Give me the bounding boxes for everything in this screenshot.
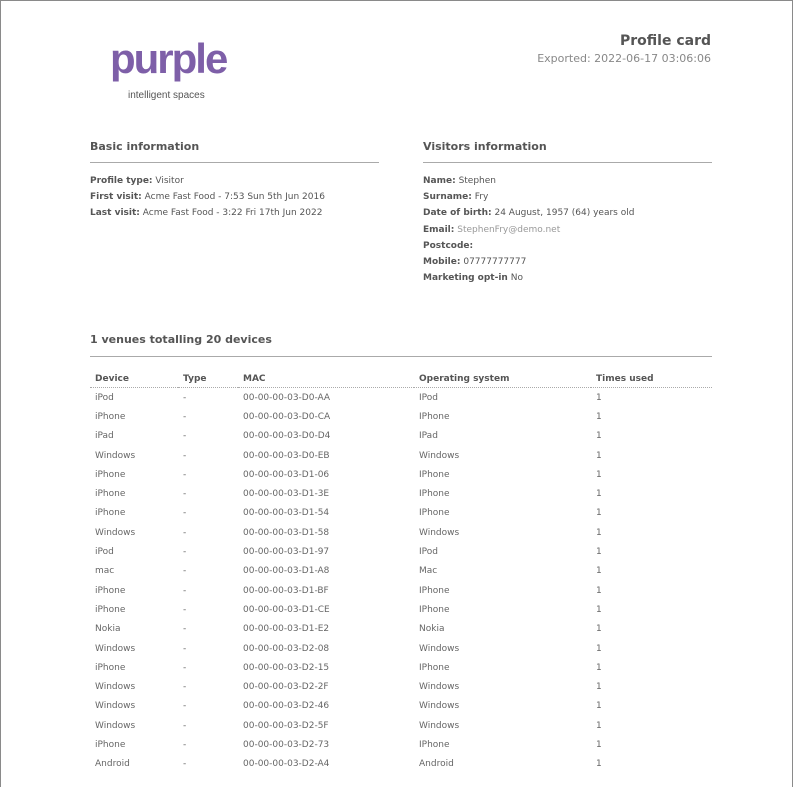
optin-label: Marketing opt-in (423, 273, 508, 284)
col-header-os: Operating system (414, 370, 591, 388)
visitor-info-heading: Visitors information (423, 140, 547, 153)
mac-cell: 00-00-00-03-D1-CE (243, 604, 330, 615)
optin-value: No (510, 273, 523, 284)
mac-cell: 00-00-00-03-D2-A4 (243, 759, 330, 770)
os-cell: IPhone (419, 411, 450, 422)
os-cell: IPad (419, 431, 438, 442)
type-cell: - (183, 643, 187, 654)
times-used-cell: 1 (596, 682, 602, 693)
device-cell: iPhone (95, 604, 126, 615)
type-cell: - (183, 720, 187, 731)
table-row (90, 504, 712, 523)
table-row (90, 677, 712, 696)
device-cell: Windows (95, 527, 136, 538)
type-cell: - (183, 508, 187, 519)
mac-cell: 00-00-00-03-D2-46 (243, 701, 330, 712)
times-used-cell: 1 (596, 604, 602, 615)
name-label: Name: (423, 176, 456, 186)
type-cell: - (183, 527, 187, 538)
type-cell: - (183, 604, 187, 615)
type-cell: - (183, 547, 187, 558)
first-visit-value: Acme Fast Food - 7:53 Sun 5th Jun 2016 (144, 192, 325, 203)
last-visit-row (90, 205, 325, 221)
basic-info-divider (90, 162, 379, 163)
os-cell: Windows (419, 682, 460, 693)
type-cell: - (183, 411, 187, 422)
device-cell: Windows (95, 701, 136, 712)
dob-label: Date of birth: (423, 208, 492, 219)
type-cell: - (183, 585, 187, 596)
device-cell: iPhone (95, 469, 126, 480)
purple-logo (110, 36, 230, 101)
table-row (90, 639, 712, 658)
times-used-cell: 1 (596, 469, 602, 480)
surname-label: Surname: (423, 192, 472, 203)
device-cell: Windows (95, 682, 136, 693)
visitor-info-list (423, 173, 634, 286)
device-cell: iPhone (95, 585, 126, 596)
times-used-cell: 1 (596, 643, 602, 654)
profile-type-label: Profile type: (90, 176, 153, 186)
mac-cell: 00-00-00-03-D2-5F (243, 720, 329, 731)
mobile-label: Mobile: (423, 256, 461, 267)
mac-cell: 00-00-00-03-D1-A8 (243, 566, 330, 577)
type-cell: - (183, 682, 187, 693)
mac-cell: 00-00-00-03-D0-D4 (243, 431, 331, 442)
device-cell: iPod (95, 392, 114, 403)
type-cell: - (183, 759, 187, 770)
profile-type-value: Visitor (155, 176, 184, 186)
times-used-cell: 1 (596, 508, 602, 519)
type-cell: - (183, 489, 187, 500)
mac-cell: 00-00-00-03-D1-58 (243, 527, 330, 538)
device-cell: Nokia (95, 624, 121, 635)
times-used-cell: 1 (596, 450, 602, 461)
email-value[interactable]: StephenFry@demo.net (457, 224, 561, 235)
times-used-cell: 1 (596, 392, 602, 403)
times-used-cell: 1 (596, 585, 602, 596)
postcode-label: Postcode: (423, 240, 474, 251)
type-cell: - (183, 566, 187, 577)
col-header-device: Device (90, 370, 178, 388)
mac-cell: 00-00-00-03-D2-73 (243, 739, 330, 750)
os-cell: Windows (419, 450, 460, 461)
os-cell: IPhone (419, 585, 450, 596)
os-cell: Mac (419, 566, 438, 577)
times-used-cell: 1 (596, 547, 602, 558)
devices-header-row (90, 370, 712, 388)
os-cell: Windows (419, 720, 460, 731)
os-cell: IPhone (419, 662, 450, 673)
table-row (90, 484, 712, 503)
times-used-cell: 1 (596, 566, 602, 577)
times-used-cell: 1 (596, 759, 602, 770)
device-cell: Windows (95, 643, 136, 654)
mobile-row (423, 254, 634, 270)
mac-cell: 00-00-00-03-D1-E2 (243, 624, 330, 635)
col-header-times-used: Times used (591, 370, 712, 388)
device-cell: Windows (95, 720, 136, 731)
times-used-cell: 1 (596, 489, 602, 500)
mac-cell: 00-00-00-03-D1-3E (243, 489, 330, 500)
devices-heading: 1 venues totalling 20 devices (90, 333, 272, 346)
table-row (90, 620, 712, 639)
page-title: Profile card (620, 33, 711, 49)
type-cell: - (183, 739, 187, 750)
table-row (90, 735, 712, 754)
os-cell: Android (419, 759, 454, 770)
email-row (423, 222, 634, 238)
table-row (90, 446, 712, 465)
devices-table-body (90, 388, 712, 774)
type-cell: - (183, 662, 187, 673)
os-cell: IPhone (419, 508, 450, 519)
device-cell: Android (95, 759, 130, 770)
table-row (90, 465, 712, 484)
first-visit-row (90, 189, 325, 205)
table-row (90, 658, 712, 677)
table-row (90, 755, 712, 774)
devices-table (90, 370, 712, 774)
table-row (90, 388, 712, 408)
type-cell: - (183, 624, 187, 635)
times-used-cell: 1 (596, 431, 602, 442)
type-cell: - (183, 701, 187, 712)
table-row (90, 581, 712, 600)
os-cell: IPhone (419, 489, 450, 500)
col-header-mac: MAC (238, 370, 414, 388)
os-cell: Windows (419, 701, 460, 712)
table-row (90, 600, 712, 619)
times-used-cell: 1 (596, 411, 602, 422)
mac-cell: 00-00-00-03-D0-EB (243, 450, 330, 461)
table-row (90, 407, 712, 426)
os-cell: IPhone (419, 469, 450, 480)
col-header-type: Type (178, 370, 238, 388)
email-label: Email: (423, 224, 455, 235)
times-used-cell: 1 (596, 527, 602, 538)
os-cell: Nokia (419, 624, 445, 635)
basic-info-list (90, 173, 325, 222)
times-used-cell: 1 (596, 720, 602, 731)
optin-row (423, 270, 634, 286)
name-value: Stephen (458, 176, 496, 186)
dob-row (423, 205, 634, 221)
table-row (90, 427, 712, 446)
device-cell: iPhone (95, 739, 126, 750)
mobile-value: 07777777777 (463, 256, 527, 267)
os-cell: Windows (419, 643, 460, 654)
mac-cell: 00-00-00-03-D1-54 (243, 508, 330, 519)
os-cell: Windows (419, 527, 460, 538)
times-used-cell: 1 (596, 624, 602, 635)
device-cell: mac (95, 566, 115, 577)
mac-cell: 00-00-00-03-D1-BF (243, 585, 329, 596)
table-row (90, 697, 712, 716)
basic-info-heading: Basic information (90, 140, 200, 153)
last-visit-label: Last visit: (90, 208, 140, 219)
type-cell: - (183, 469, 187, 480)
device-cell: iPad (95, 431, 114, 442)
os-cell: IPod (419, 547, 438, 558)
profile-type-row (90, 173, 325, 189)
times-used-cell: 1 (596, 662, 602, 673)
type-cell: - (183, 450, 187, 461)
device-cell: iPod (95, 547, 114, 558)
first-visit-label: First visit: (90, 192, 142, 203)
mac-cell: 00-00-00-03-D0-AA (243, 392, 331, 403)
devices-divider (90, 356, 712, 357)
device-cell: iPhone (95, 662, 126, 673)
type-cell: - (183, 431, 187, 442)
surname-row (423, 189, 634, 205)
device-cell: Windows (95, 450, 136, 461)
os-cell: IPod (419, 392, 438, 403)
mac-cell: 00-00-00-03-D2-15 (243, 662, 330, 673)
device-cell: iPhone (95, 508, 126, 519)
table-row (90, 523, 712, 542)
surname-value: Fry (474, 192, 489, 203)
device-cell: iPhone (95, 489, 126, 500)
name-row (423, 173, 634, 189)
logo-tagline: intelligent spaces (128, 90, 205, 101)
table-row (90, 562, 712, 581)
mac-cell: 00-00-00-03-D1-97 (243, 547, 330, 558)
type-cell: - (183, 392, 187, 403)
export-timestamp: Exported: 2022-06-17 03:06:06 (537, 52, 711, 65)
table-row (90, 542, 712, 561)
logo-wordmark: purple (110, 35, 227, 82)
os-cell: IPhone (419, 604, 450, 615)
mac-cell: 00-00-00-03-D2-08 (243, 643, 330, 654)
dob-value: 24 August, 1957 (64) years old (494, 208, 635, 219)
table-row (90, 716, 712, 735)
times-used-cell: 1 (596, 701, 602, 712)
visitor-info-divider (423, 162, 712, 163)
device-cell: iPhone (95, 411, 126, 422)
postcode-row (423, 238, 634, 254)
mac-cell: 00-00-00-03-D2-2F (243, 682, 329, 693)
last-visit-value: Acme Fast Food - 3:22 Fri 17th Jun 2022 (142, 208, 323, 219)
os-cell: IPhone (419, 739, 450, 750)
mac-cell: 00-00-00-03-D1-06 (243, 469, 330, 480)
times-used-cell: 1 (596, 739, 602, 750)
mac-cell: 00-00-00-03-D0-CA (243, 411, 331, 422)
